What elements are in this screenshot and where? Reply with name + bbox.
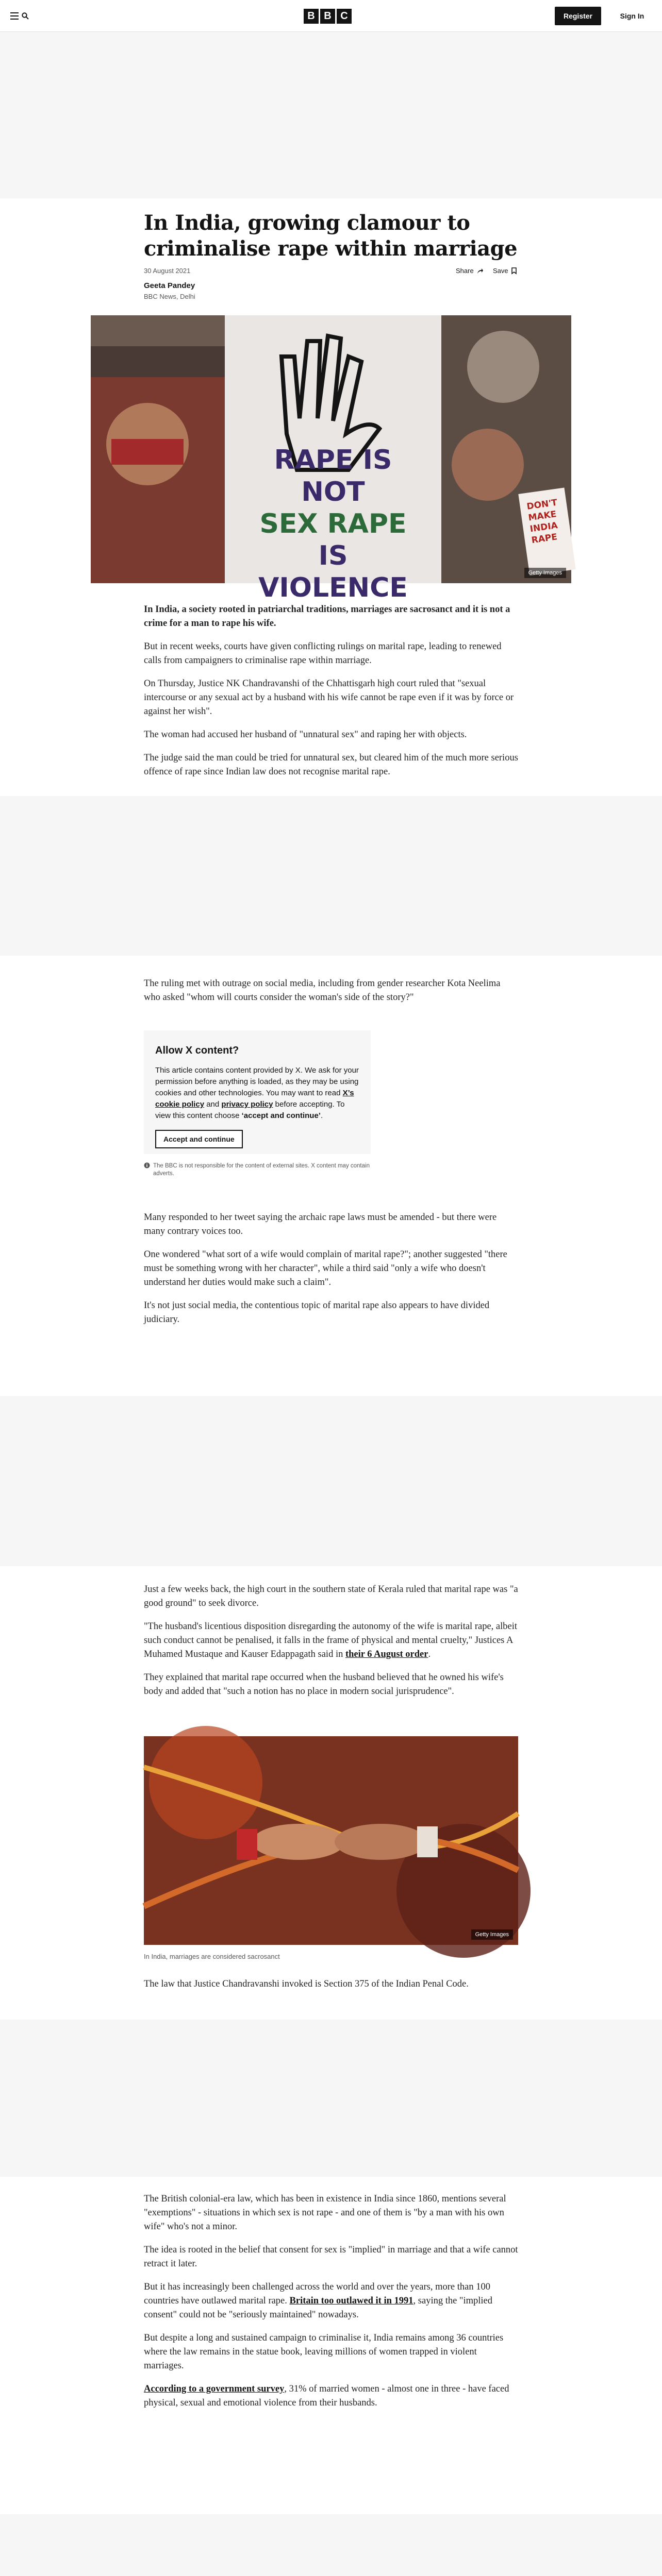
intro-paragraphs [144, 603, 518, 779]
logo-letter: B [304, 9, 319, 24]
consent-text-part: before accepting. To view this content choose [155, 1100, 345, 1120]
sign-line: RAPE IS NOT [274, 445, 392, 507]
paragraph: The British colonial-era law, which has been in existence in India since 1860, mentions several "exemptions" - situations in which sex is not rape - and one of them is "by a man with his own wife" who's not a minor. [144, 2194, 506, 2232]
paragraph-text: But it has increasingly been challenged across the world and over the years, more than 100 countries have outlawed marital rape. [144, 2282, 490, 2306]
share-button[interactable] [456, 267, 484, 275]
paragraph [144, 2280, 518, 2322]
paragraph [144, 1620, 518, 1662]
share-icon [477, 268, 484, 274]
search-icon [22, 12, 29, 20]
sign-line: SEX RAPE [259, 509, 407, 539]
lead-paragraph: In India, a society rooted in patriarchal traditions, marriages are sacrosanct and it is not a crime for a man to rape his wife. [144, 604, 510, 629]
paragraph: They explained that marital rape occurred when the husband believed that he owned his wife's body and added that "such a notion has no place in modern social jurisprudence". [144, 1672, 504, 1697]
share-label: Share [456, 267, 474, 275]
privacy-policy-link[interactable]: privacy policy [221, 1100, 273, 1109]
paragraph: The law that Justice Chandravanshi invoked is Section 375 of the Indian Penal Code. [144, 1979, 469, 1989]
consent-text-emphasis: ‘accept and continue’ [241, 1111, 321, 1120]
consent-text-part: This article contains content provided by X. We ask for your permission before anything is loaded, as they may be using cookies and other technologies. You may want to read [155, 1066, 359, 1097]
disclaimer-text: The BBC is not responsible for the content of external sites. X content may contain adverts. [153, 1163, 370, 1177]
sign-line: DON'T [526, 497, 558, 512]
paragraph: The judge said the man could be tried for unnatural sex, but cleared him of the much more serious offence of rape since Indian law does not recognise marital rape. [144, 753, 518, 777]
image-credit: Getty Images [524, 568, 566, 578]
article-date: 30 August 2021 [144, 267, 191, 275]
protest-sign-text [240, 444, 426, 604]
accept-and-continue-button[interactable]: Accept and continue [155, 1130, 243, 1148]
kerala-order-link[interactable]: their 6 August order [345, 1649, 428, 1659]
logo-letter: B [320, 9, 335, 24]
sign-line: INDIA [529, 520, 558, 535]
paragraph-text: . [428, 1649, 431, 1659]
external-disclaimer [144, 1162, 371, 1178]
hamburger-icon [10, 12, 19, 20]
register-button[interactable]: Register [555, 7, 601, 25]
logo-letter: C [337, 9, 352, 24]
consent-text-part: . [320, 1111, 323, 1120]
bbc-logo[interactable] [304, 9, 352, 24]
sign-line: RAPE [531, 532, 558, 546]
britain-outlawed-link[interactable]: Britain too outlawed it in 1991 [289, 2296, 413, 2306]
article-title: In India, growing clamour to criminalise rape within marriage [144, 211, 518, 261]
author-role: BBC News, Delhi [144, 293, 195, 300]
paragraph: But in recent weeks, courts have given conflicting rulings on marital rape, leading to renewed calls from campaigners to criminalise rape within marriage. [144, 641, 502, 666]
paragraph: Just a few weeks back, the high court in the southern state of Kerala ruled that marital rape was "a good ground" to seek divorce. [144, 1584, 518, 1608]
government-survey-link[interactable]: According to a government survey [144, 2384, 285, 2394]
consent-title: Allow X content? [155, 1045, 239, 1056]
paragraph-block [144, 1977, 518, 1991]
paragraph [144, 2382, 518, 2410]
x-cookie-policy-link[interactable]: X’s cookie policy [155, 1089, 354, 1109]
paragraph: The idea is rooted in the belief that consent for sex is "implied" in marriage and that a wife cannot retract it later. [144, 2245, 518, 2269]
x-content-consent-box [144, 1030, 371, 1154]
bookmark-icon [511, 267, 517, 274]
save-label: Save [493, 267, 508, 275]
sign-line: MAKE [527, 509, 557, 523]
top-navigation-bar [0, 0, 662, 32]
image-caption: In India, marriages are considered sacrosanct [144, 1953, 280, 1960]
paragraph-block [144, 1211, 518, 1327]
author-name: Geeta Pandey [144, 281, 195, 290]
menu-button[interactable] [10, 10, 31, 22]
article-title-block [144, 210, 518, 262]
paragraph-block [144, 2192, 518, 2410]
paragraph-block [144, 977, 518, 1005]
wedding-hands-illustration [144, 1736, 518, 1945]
save-button[interactable] [493, 267, 517, 275]
sign-line: IS VIOLENCE [258, 540, 408, 603]
consent-text [155, 1065, 359, 1122]
wedding-image [144, 1736, 518, 1945]
paragraph-block [144, 1583, 518, 1699]
hero-image [91, 315, 571, 603]
paragraph: One wondered "what sort of a wife would complain of marital rape?"; another suggested "there must be something wrong with her character", while a third said "only a wife who doesn't understand her duties would make such a claim". [144, 1249, 507, 1287]
paragraph: It's not just social media, the contentious topic of marital rape also appears to have divided judiciary. [144, 1300, 490, 1325]
consent-text-part: and [204, 1100, 222, 1109]
paragraph: Many responded to her tweet saying the archaic rape laws must be amended - but there were many contrary voices too. [144, 1212, 497, 1236]
paragraph: The ruling met with outrage on social media, including from gender researcher Kota Neelima who asked "whom will courts consider the woman's side of the story?" [144, 978, 501, 1003]
paragraph-text: , saying the "implied consent" could not be "seriously maintained" nowadays. [144, 2296, 493, 2320]
paragraph-text: , 31% of married women - almost one in three - have faced physical, sexual and emotional violence from their husbands. [144, 2384, 509, 2408]
paragraph: But despite a long and sustained campaign to criminalise it, India remains among 36 countries where the law remains in the statue book, leaving millions of women trapped in violent marriages. [144, 2333, 504, 2371]
paragraph: On Thursday, Justice NK Chandravanshi of the Chhattisgarh high court ruled that "sexual intercourse or any sexual act by a husband with his wife cannot be rape even if it was by force or against her wish". [144, 679, 514, 717]
paragraph: The woman had accused her husband of "unnatural sex" and raping her with objects. [144, 730, 467, 740]
small-sign-text [526, 496, 573, 546]
image-credit: Getty Images [471, 1929, 513, 1940]
paragraph-text: "The husband's licentious disposition disregarding the autonomy of the wife is marital rape, albeit such conduct cannot be penalised, it falls in the frame of physical and mental cruelty," Justices A Muhamed Mustaque and Kauser Edappagath said in [144, 1621, 518, 1659]
sign-in-button[interactable]: Sign In [620, 12, 644, 20]
info-icon [144, 1162, 150, 1168]
